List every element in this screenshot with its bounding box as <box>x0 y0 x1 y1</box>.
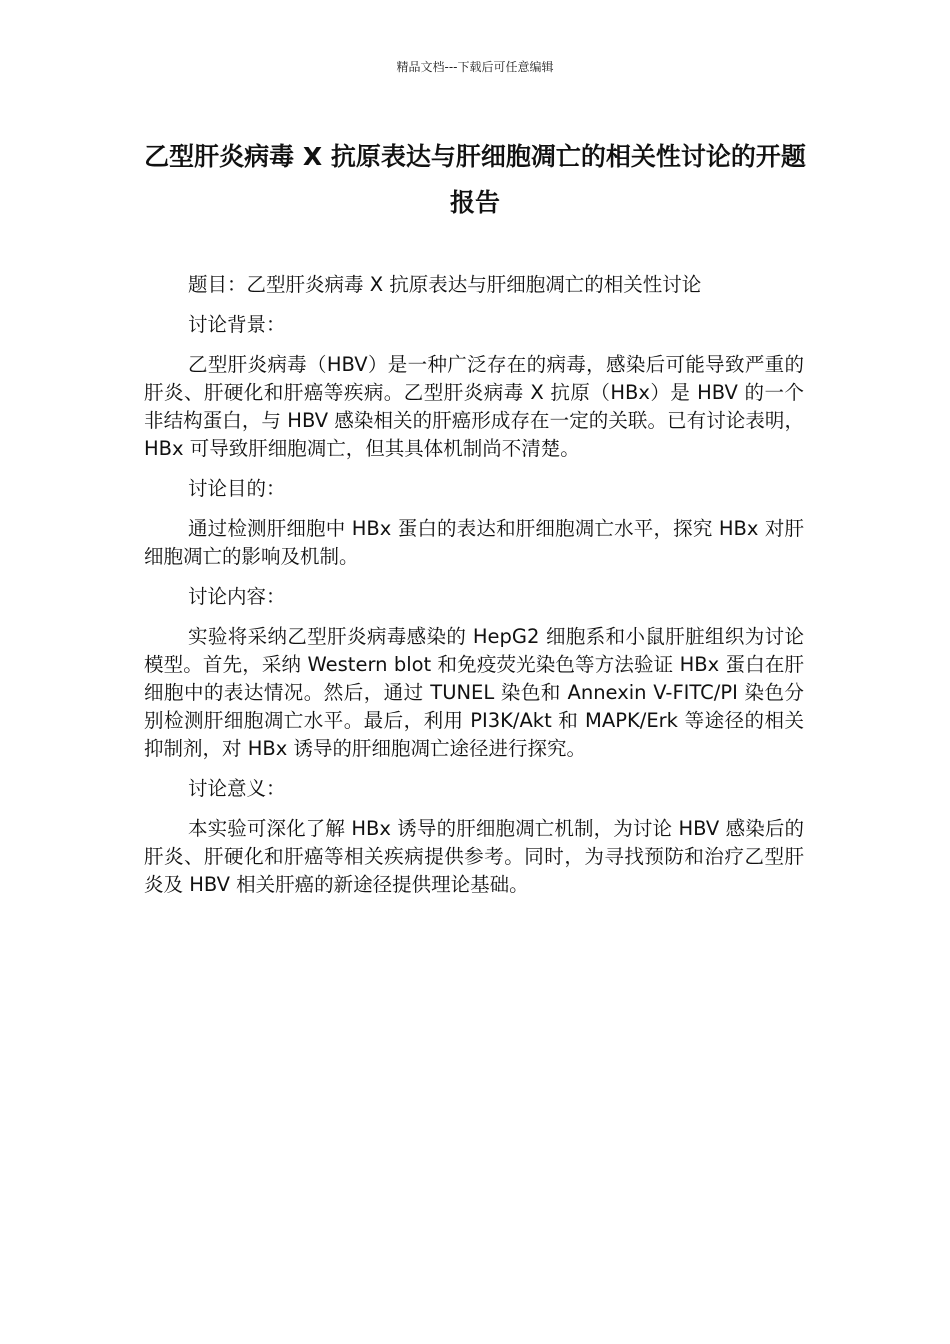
document-body <box>144 271 804 911</box>
content-paragraph: 实验将采纳乙型肝炎病毒感染的 HepG2 细胞系和小鼠肝脏组织为讨论模型。首先，采纳 Western blot 和免疫荧光染色等方法验证 HBx 蛋白在肝细胞中的表达情况。然后，通过 TUNEL 染色和 Annexin V-FITC/PI 染色分别检测肝细胞凋亡水平。最后，利用 PI3K/Akt 和 MAPK/Erk 等途径的相关抑制剂，对 HBx 诱导的肝细胞凋亡途径进行探究。 <box>144 625 804 760</box>
topic-line: 题目：乙型肝炎病毒 X 抗原表达与肝细胞凋亡的相关性讨论 <box>188 273 702 296</box>
purpose-paragraph: 通过检测肝细胞中 HBx 蛋白的表达和肝细胞凋亡水平，探究 HBx 对肝细胞凋亡的影响及机制。 <box>144 517 804 568</box>
document-title: 乙型肝炎病毒 X 抗原表达与肝细胞凋亡的相关性讨论的开题报告 <box>144 142 806 217</box>
significance-heading: 讨论意义： <box>188 777 286 800</box>
content-heading: 讨论内容： <box>188 585 286 608</box>
significance-paragraph: 本实验可深化了解 HBx 诱导的肝细胞凋亡机制，为讨论 HBV 感染后的肝炎、肝硬化和肝癌等相关疾病提供参考。同时，为寻找预防和治疗乙型肝炎及 HBV 相关肝癌的新途径提供理论基础。 <box>144 817 804 896</box>
background-heading: 讨论背景： <box>188 313 286 336</box>
header-note: 精品文档---下载后可任意编辑 <box>396 60 554 74</box>
background-paragraph: 乙型肝炎病毒（HBV）是一种广泛存在的病毒，感染后可能导致严重的肝炎、肝硬化和肝癌等疾病。乙型肝炎病毒 X 抗原（HBx）是 HBV 的一个非结构蛋白，与 HBV 感染相关的肝癌形成存在一定的关联。已有讨论表明，HBx 可导致肝细胞凋亡，但其具体机制尚不清楚。 <box>144 353 804 460</box>
purpose-heading: 讨论目的： <box>188 477 286 500</box>
